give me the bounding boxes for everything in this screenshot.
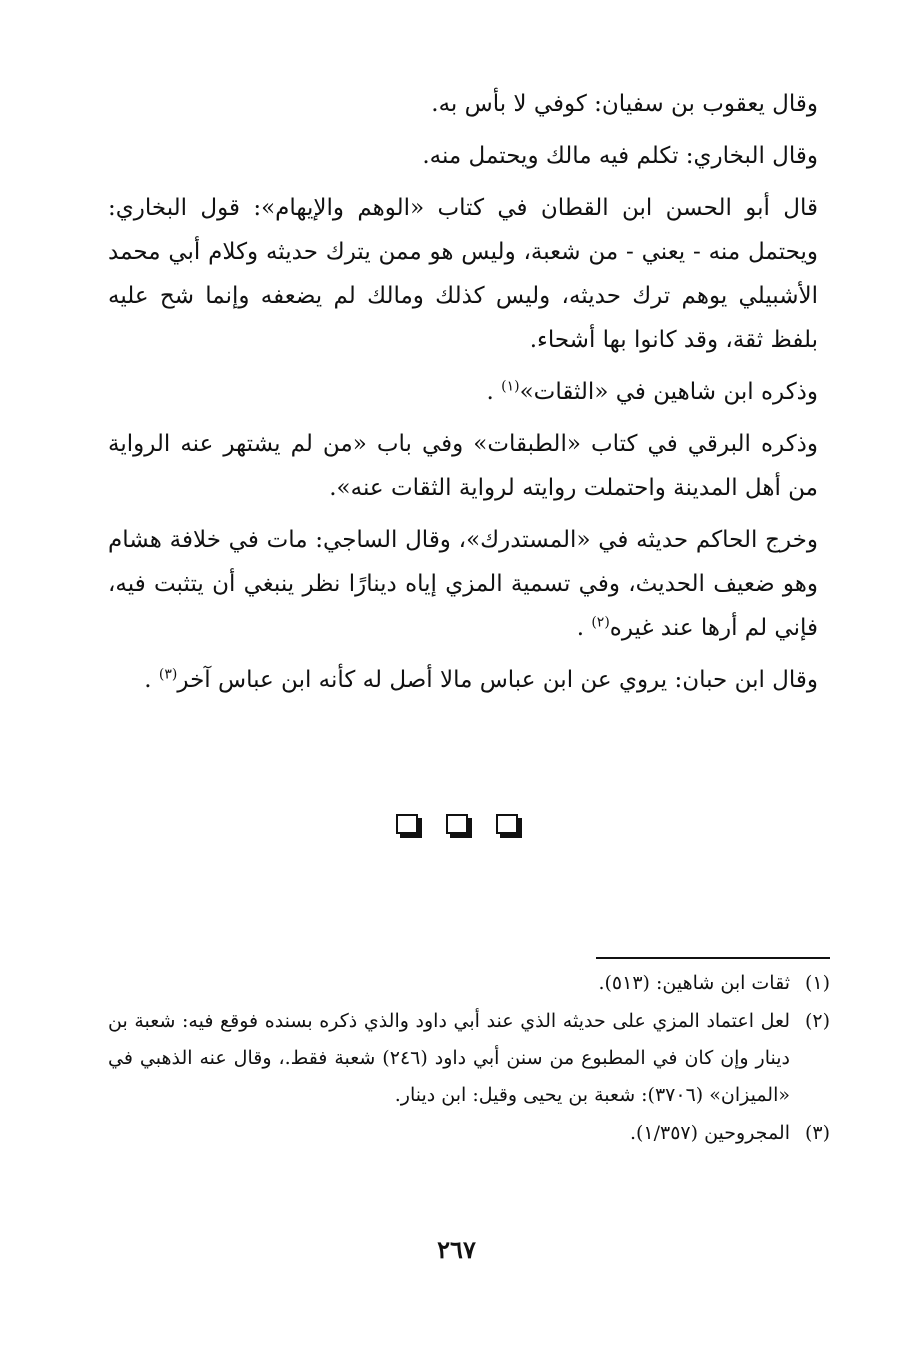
square-ornament-icon	[446, 814, 468, 834]
paragraph-text: وقال يعقوب بن سفيان: كوفي لا بأس به.	[431, 91, 818, 117]
footnote-number: (١)	[804, 972, 830, 994]
footnote-reference-2[interactable]: (٢)	[591, 614, 610, 631]
footnote-reference-1[interactable]: (١)	[501, 378, 520, 395]
paragraph-text: وذكره البرقي في كتاب «الطبقات» وفي باب «من لم يشتهر عنه الرواية من أهل المدينة واحتملت روايته لرواية الثقات عنه».	[108, 431, 818, 501]
square-ornament-icon	[496, 814, 518, 834]
footnote-number: (٢)	[804, 1010, 830, 1032]
footnote-text: لعل اعتماد المزي على حديثه الذي عند أبي داود والذي ذكره بسنده فوقع فيه: شعبة بن دينار وإن كان في المطبوع من سنن أبي داود (٢٤٦) شعبة فقط.، وقال عنه الذهبي في «الميزان» (٣٧٠٦): شعبة بن يحيى وقيل: ابن دينار.	[108, 1010, 791, 1106]
paragraph-bukhari	[108, 134, 818, 178]
footnote-text: المجروحين (١/٣٥٧).	[629, 1122, 790, 1144]
page-number: ٢٦٧	[437, 1235, 476, 1264]
footnote-reference-3[interactable]: (٣)	[158, 666, 178, 683]
footnote-3	[108, 1115, 830, 1152]
section-end-ornaments	[0, 814, 913, 834]
paragraph-text: وذكره ابن شاهين في «الثقات»	[519, 379, 818, 405]
footnotes	[108, 965, 830, 1153]
paragraph-text: قال أبو الحسن ابن القطان في كتاب «الوهم والإيهام»: قول البخاري: ويحتمل منه - يعني - من شعبة، وليس هو ممن يترك حديثه وكلام أبي محمد الأشبيلي يوهم ترك حديثه، وليس كذلك ومالك لم يضعفه وإنما شح عليه بلفظ ثقة، وقد كانوا بها أشحاء.	[108, 195, 818, 353]
square-ornament-icon	[396, 814, 418, 834]
paragraph-barqi	[108, 422, 818, 510]
paragraph-text: وقال ابن حبان: يروي عن ابن عباس مالا أصل له كأنه ابن عباس آخر	[177, 667, 818, 693]
footnote-2	[108, 1003, 830, 1114]
paragraph-ibn-qattan	[108, 186, 818, 362]
period: .	[576, 615, 584, 641]
footnote-number: (٣)	[804, 1122, 830, 1144]
footnote-1	[108, 965, 830, 1002]
paragraph-text: وخرج الحاكم حديثه في «المستدرك»، وقال الساجي: مات في خلافة هشام وهو ضعيف الحديث، وفي تسمية المزي إياه دينارًا نظر ينبغي أن يتثبت فيه، فإني لم أرها عند غيره	[108, 527, 818, 641]
main-text	[108, 82, 818, 710]
paragraph-hakim	[108, 518, 818, 650]
period: .	[144, 667, 152, 693]
paragraph-text: وقال البخاري: تكلم فيه مالك ويحتمل منه.	[422, 143, 818, 169]
paragraph-ibn-hibban	[108, 658, 818, 702]
footnote-text: ثقات ابن شاهين: (٥١٣).	[598, 972, 790, 994]
paragraph-ibn-shahin	[108, 370, 818, 414]
paragraph-yaqub	[108, 82, 818, 126]
period: .	[486, 379, 494, 405]
footnote-separator	[596, 957, 830, 959]
